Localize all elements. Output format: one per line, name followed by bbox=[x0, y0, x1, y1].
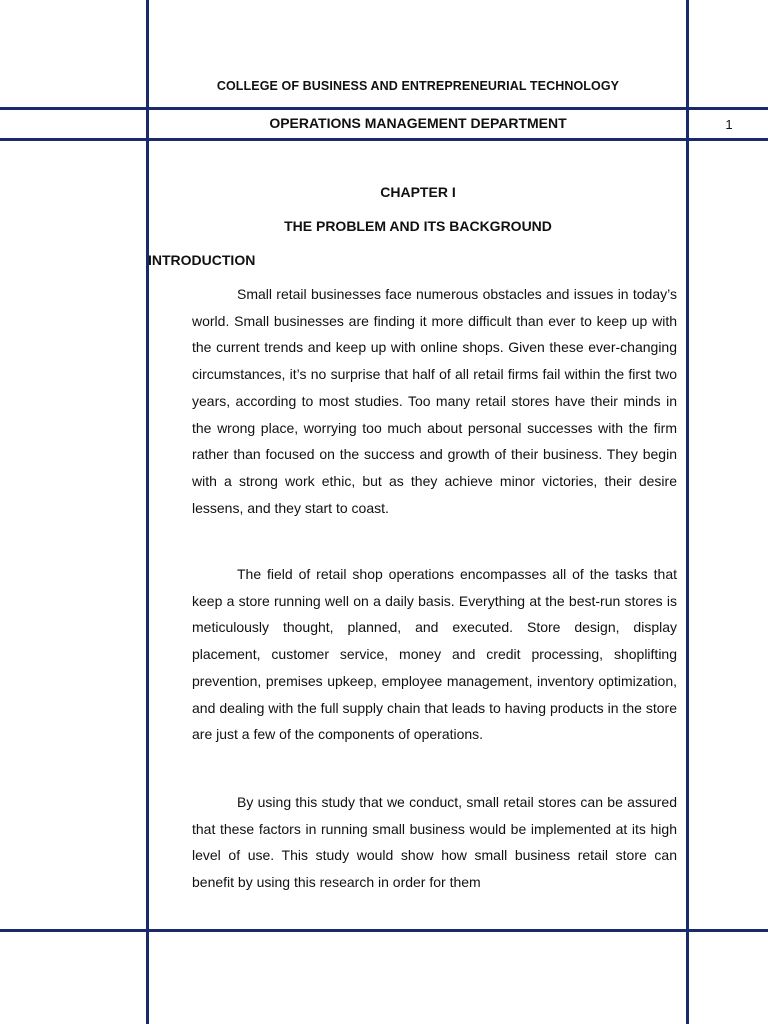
right-margin-rule bbox=[686, 0, 689, 1024]
paragraph-2: The field of retail shop operations encompasses all of the tasks that keep a store running well on a daily basis. Everything at the best-run stores is meticulously thought, planned, and executed. Store design, display placement, customer service, money and credit processing, shoplifting prevention, premises upkeep, employee management, inventory optimization, and dealing with the full supply chain that leads to having products in the store are just a few of the components of operations. bbox=[192, 566, 677, 743]
left-margin-rule bbox=[146, 0, 149, 1024]
paragraph-3: By using this study that we conduct, small retail stores can be assured that these factors in running small business would be implemented at its high level of use. This study would show how small business retail store can benefit by using this research in order for them bbox=[192, 794, 677, 891]
chapter-title: THE PROBLEM AND ITS BACKGROUND bbox=[284, 218, 552, 234]
page-number: 1 bbox=[725, 117, 733, 132]
section-heading: INTRODUCTION bbox=[148, 252, 256, 268]
header-top-rule bbox=[0, 107, 768, 110]
chapter-number: CHAPTER I bbox=[380, 184, 456, 200]
footer-rule bbox=[0, 929, 768, 932]
paragraph-1: Small retail businesses face numerous obstacles and issues in today’s world. Small businesses are finding it more difficult than ever to keep up with the current trends and keep up with online shops. Given these ever-changing circumstances, it’s no surprise that half of all retail firms fail within the first two years, according to most studies. Too many retail stores have their minds in the wrong place, worrying too much about personal successes with the firm rather than focused on the success and growth of their business. They begin with a strong work ethic, but as they achieve minor victories, their desire lessens, and they start to coast. bbox=[192, 286, 677, 516]
college-name: COLLEGE OF BUSINESS AND ENTREPRENEURIAL TECHNOLOGY bbox=[216, 79, 620, 93]
department-name: OPERATIONS MANAGEMENT DEPARTMENT bbox=[269, 115, 567, 131]
header-bottom-rule bbox=[0, 138, 768, 141]
